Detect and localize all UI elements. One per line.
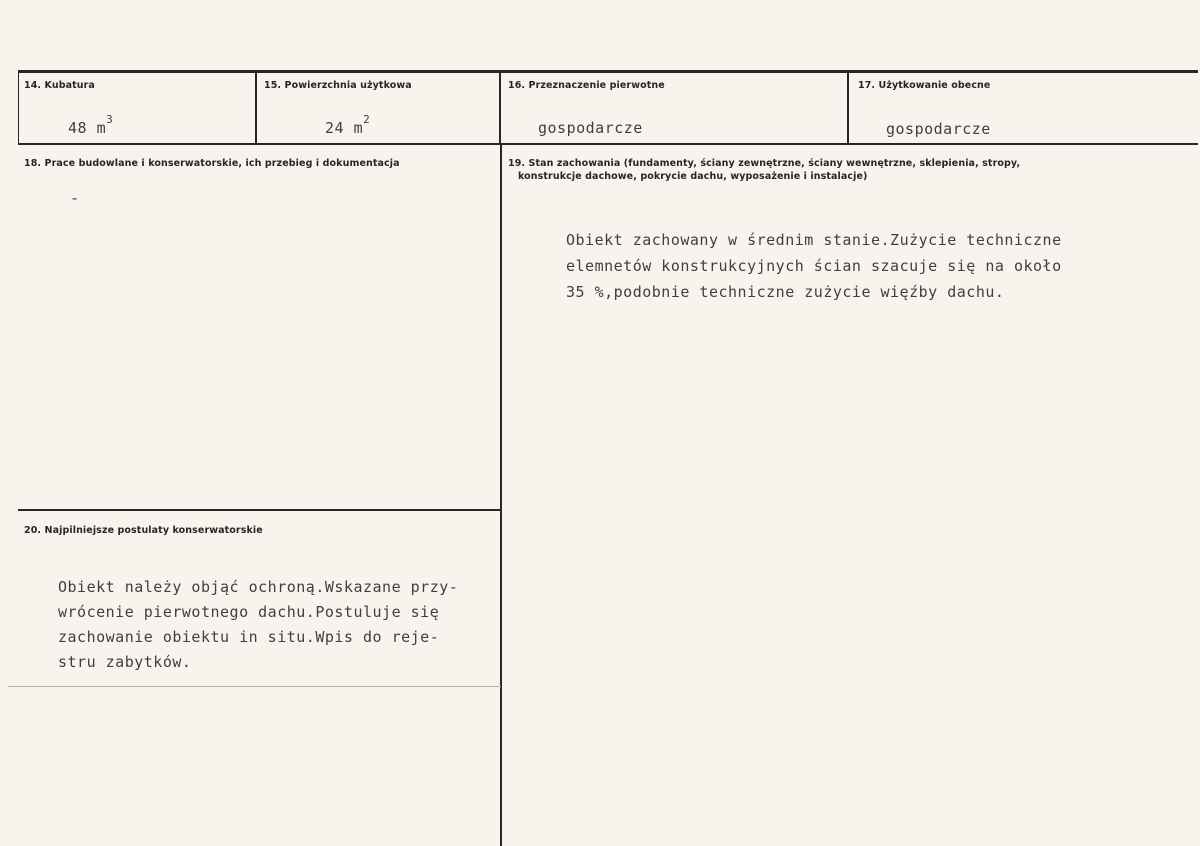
field-17-label: 17. Użytkowanie obecne	[858, 80, 991, 91]
volume-value: 48 m	[68, 119, 107, 137]
field-14-label: 14. Kubatura	[24, 80, 95, 91]
divider-14-15	[255, 72, 257, 144]
field-18-label: 18. Prace budowlane i konserwatorskie, ich przebieg i dokumentacja	[24, 158, 400, 169]
field-20-label: 20. Najpilniejsze postulaty konserwatorskie	[24, 525, 263, 536]
faint-bottom-rule	[8, 686, 501, 687]
field-15-label: 15. Powierzchnia użytkowa	[264, 80, 412, 91]
field-19-label	[508, 157, 1020, 183]
left-edge-rule	[18, 72, 19, 144]
field-19-label-line-1: 19. Stan zachowania (fundamenty, ściany zewnętrzne, ściany wewnętrzne, sklepienia, stropy,	[508, 158, 1021, 169]
divider-16-17	[847, 72, 849, 144]
field-19-label-line-2: konstrukcje dachowe, pokrycie dachu, wyposażenie i instalacje)	[518, 171, 868, 182]
field-19-text-line-3: 35 %,podobnie techniczne zużycie więźby dachu.	[566, 283, 1005, 301]
field-19-text-line-1: Obiekt zachowany w średnim stanie.Zużycie techniczne	[566, 231, 1062, 249]
field-15-value	[325, 113, 371, 137]
area-value: 24 m	[325, 119, 364, 137]
section-18-20-rule	[18, 509, 501, 511]
field-16-label: 16. Przeznaczenie pierwotne	[508, 80, 665, 91]
field-20-text-line-4: stru zabytków.	[58, 653, 192, 671]
field-19-text-line-2: elemnetów konstrukcyjnych ścian szacuje się na około	[566, 257, 1062, 275]
row1-rule	[18, 143, 1198, 145]
field-20-text	[58, 575, 458, 675]
volume-unit-exponent: 3	[106, 113, 114, 126]
field-18-value: -	[70, 189, 80, 207]
field-19-text	[566, 227, 1062, 305]
main-divider	[500, 144, 502, 846]
field-20-text-line-1: Obiekt należy objąć ochroną.Wskazane przy-	[58, 578, 459, 596]
field-20-text-line-3: zachowanie obiektu in situ.Wpis do reje-	[58, 628, 440, 646]
top-rule	[18, 70, 1198, 73]
area-unit-exponent: 2	[363, 113, 371, 126]
field-14-value	[68, 113, 114, 137]
divider-15-16	[499, 72, 501, 144]
field-16-value: gospodarcze	[538, 119, 643, 137]
field-20-text-line-2: wrócenie pierwotnego dachu.Postuluje się	[58, 603, 440, 621]
field-17-value: gospodarcze	[886, 120, 991, 138]
